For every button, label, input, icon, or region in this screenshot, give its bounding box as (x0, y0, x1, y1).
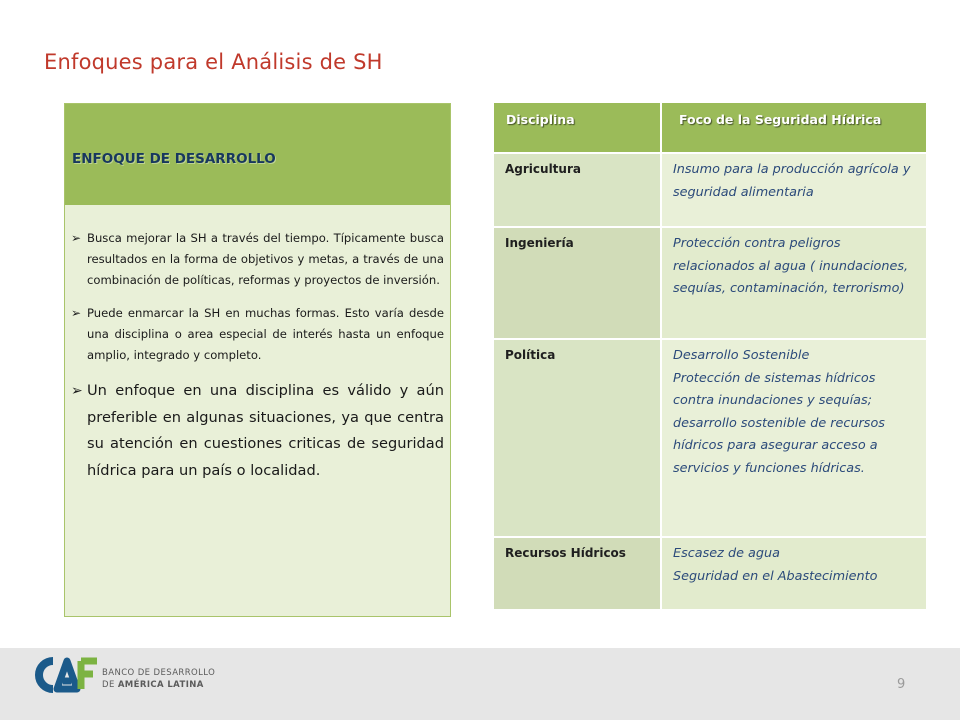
focus-cell (661, 537, 926, 609)
table-row (494, 153, 926, 227)
panel-heading: ENFOQUE DE DESARROLLO (72, 151, 276, 167)
organization-line-1: BANCO DE DESARROLLO (102, 668, 216, 678)
caf-logo (33, 655, 99, 695)
table-row (494, 339, 926, 537)
focus-line: Protección contra peligros relacionados al agua ( inundaciones, sequías, contaminación, terrorismo) (673, 236, 909, 296)
bullet-item (71, 228, 444, 291)
bullet-text: Un enfoque en una disciplina es válido y aún preferible en algunas situaciones, ya que centra su atención en cuestiones criticas de seguridad hídrica para un país o localidad. (87, 382, 444, 479)
focus-line: Desarrollo Sostenible (673, 348, 810, 363)
bullet-item (71, 303, 444, 366)
focus-cell (661, 227, 926, 339)
organization-line-2 (102, 679, 215, 691)
organization-region: AMÉRICA LATINA (117, 680, 204, 690)
bullet-text: Busca mejorar la SH a través del tiempo. Típicamente busca resultados en la forma de objetivos y metas, a través de una combinación de políticas, reformas y proyectos de inversión. (87, 231, 444, 287)
focus-line: Protección de sistemas hídricos contra inundaciones y sequías; desarrollo sostenible de recursos hídricos para asegurar acceso a servicios y funciones hídricas. (673, 370, 885, 476)
table-row (494, 537, 926, 609)
panel-body (65, 205, 450, 616)
focus-line: Escasez de agua (673, 546, 780, 561)
focus-cell (661, 153, 926, 227)
discipline-cell: Política (494, 339, 661, 537)
organization-name (102, 667, 215, 691)
slide-title: Enfoques para el Análisis de SH (44, 50, 383, 74)
focus-line: Seguridad en el Abastecimiento (673, 568, 878, 584)
development-approach-panel (64, 103, 451, 617)
discipline-table (494, 103, 926, 609)
bullet-item (71, 378, 444, 484)
focus-cell (661, 339, 926, 537)
discipline-cell: Ingeniería (494, 227, 661, 339)
arrow-bullet-icon: ➢ (71, 306, 82, 320)
bullet-text: Puede enmarcar la SH en muchas formas. Esto varía desde una disciplina o area especial de interés hasta un enfoque amplio, integrado y completo. (87, 306, 444, 362)
discipline-cell: Agricultura (494, 153, 661, 227)
arrow-bullet-icon: ➢ (71, 383, 83, 399)
table-row (494, 227, 926, 339)
arrow-bullet-icon: ➢ (71, 231, 82, 245)
organization-prefix: DE (102, 680, 118, 690)
column-header-discipline: Disciplina (494, 103, 661, 153)
column-header-focus: Foco de la Seguridad Hídrica (661, 103, 926, 153)
focus-line: Insumo para la producción agrícola y seguridad alimentaria (673, 162, 911, 200)
discipline-cell: Recursos Hídricos (494, 537, 661, 609)
page-number: 9 (897, 677, 906, 692)
panel-header (65, 104, 450, 206)
